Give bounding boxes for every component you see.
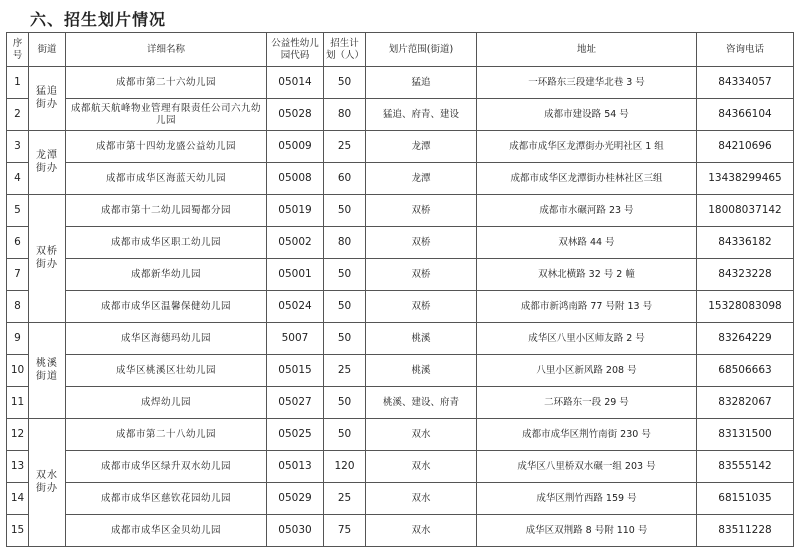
cell-plan: 25: [324, 131, 366, 163]
cell-seq: 10: [7, 355, 29, 387]
header-phone: 咨询电话: [697, 33, 794, 67]
cell-address: 成都市成华区龙潭街办光明社区 1 组: [477, 131, 697, 163]
cell-name: 成都新华幼儿园: [66, 259, 267, 291]
cell-range: 双水: [366, 515, 477, 547]
cell-range: 桃溪: [366, 323, 477, 355]
cell-code: 05014: [267, 67, 324, 99]
cell-plan: 50: [324, 323, 366, 355]
cell-phone: 13438299465: [697, 163, 794, 195]
cell-code: 05029: [267, 483, 324, 515]
cell-code: 05001: [267, 259, 324, 291]
cell-phone: 84334057: [697, 67, 794, 99]
cell-name: 成华区桃溪区壮幼儿园: [66, 355, 267, 387]
cell-plan: 60: [324, 163, 366, 195]
cell-seq: 5: [7, 195, 29, 227]
enrollment-table: [6, 32, 794, 547]
cell-seq: 14: [7, 483, 29, 515]
cell-code: 05028: [267, 99, 324, 131]
table-row: [7, 259, 794, 291]
cell-range: 桃溪: [366, 355, 477, 387]
cell-name: 成都市成华区温馨保健幼儿园: [66, 291, 267, 323]
cell-code: 05024: [267, 291, 324, 323]
cell-phone: 84366104: [697, 99, 794, 131]
cell-seq: 1: [7, 67, 29, 99]
header-name: 详细名称: [66, 33, 267, 67]
cell-phone: 15328083098: [697, 291, 794, 323]
cell-phone: 18008037142: [697, 195, 794, 227]
cell-code: 05030: [267, 515, 324, 547]
cell-name: 成都航天航峰物业管理有限责任公司六九幼儿园: [66, 99, 267, 131]
cell-phone: 84210696: [697, 131, 794, 163]
cell-phone: 83511228: [697, 515, 794, 547]
cell-range: 双水: [366, 419, 477, 451]
cell-name: 成都市第十二幼儿园蜀都分园: [66, 195, 267, 227]
cell-name: 成焊幼儿园: [66, 387, 267, 419]
table-row: [7, 131, 794, 163]
table-row: [7, 483, 794, 515]
cell-range: 双桥: [366, 195, 477, 227]
cell-seq: 9: [7, 323, 29, 355]
cell-address: 一环路东三段建华北巷 3 号: [477, 67, 697, 99]
cell-plan: 80: [324, 227, 366, 259]
cell-address: 成华区八里小区师友路 2 号: [477, 323, 697, 355]
cell-phone: 83264229: [697, 323, 794, 355]
cell-name: 成都市成华区绿升双水幼儿园: [66, 451, 267, 483]
cell-plan: 25: [324, 355, 366, 387]
table-header-row: [7, 33, 794, 67]
cell-range: 双水: [366, 451, 477, 483]
cell-range: 双桥: [366, 291, 477, 323]
table-row: [7, 355, 794, 387]
header-seq: 序号: [7, 33, 29, 67]
cell-code: 05019: [267, 195, 324, 227]
table-row: [7, 451, 794, 483]
cell-plan: 50: [324, 259, 366, 291]
cell-address: 双林北横路 32 号 2 幢: [477, 259, 697, 291]
cell-name: 成华区海德玛幼儿园: [66, 323, 267, 355]
cell-address: 八里小区新风路 208 号: [477, 355, 697, 387]
table-row: [7, 227, 794, 259]
cell-seq: 8: [7, 291, 29, 323]
cell-address: 成华区八里桥双水碾一组 203 号: [477, 451, 697, 483]
header-address: 地址: [477, 33, 697, 67]
cell-phone: 83282067: [697, 387, 794, 419]
cell-address: 成都市成华区龙潭街办桂林社区三组: [477, 163, 697, 195]
cell-code: 05015: [267, 355, 324, 387]
cell-address: 二环路东一段 29 号: [477, 387, 697, 419]
cell-phone: 68151035: [697, 483, 794, 515]
cell-phone: 83555142: [697, 451, 794, 483]
cell-plan: 25: [324, 483, 366, 515]
cell-code: 05027: [267, 387, 324, 419]
cell-range: 双桥: [366, 227, 477, 259]
cell-plan: 50: [324, 387, 366, 419]
cell-code: 05013: [267, 451, 324, 483]
cell-code: 05025: [267, 419, 324, 451]
cell-name: 成都市成华区职工幼儿园: [66, 227, 267, 259]
cell-address: 成华区双荆路 8 号附 110 号: [477, 515, 697, 547]
table-row: [7, 419, 794, 451]
cell-seq: 2: [7, 99, 29, 131]
cell-address: 成都市成华区荆竹南街 230 号: [477, 419, 697, 451]
cell-street-longtan: 龙潭街办: [29, 131, 66, 195]
cell-range: 双水: [366, 483, 477, 515]
table-row: [7, 67, 794, 99]
table-row: [7, 291, 794, 323]
cell-address: 成华区荆竹西路 159 号: [477, 483, 697, 515]
cell-seq: 11: [7, 387, 29, 419]
header-street: 街道: [29, 33, 66, 67]
cell-phone: 83131500: [697, 419, 794, 451]
cell-name: 成都市成华区金贝幼儿园: [66, 515, 267, 547]
cell-code: 05009: [267, 131, 324, 163]
cell-plan: 80: [324, 99, 366, 131]
cell-seq: 4: [7, 163, 29, 195]
cell-seq: 13: [7, 451, 29, 483]
cell-plan: 120: [324, 451, 366, 483]
cell-code: 05002: [267, 227, 324, 259]
cell-name: 成都市第二十六幼儿园: [66, 67, 267, 99]
cell-code: 5007: [267, 323, 324, 355]
cell-street-taoxi: 桃溪街道: [29, 323, 66, 419]
cell-name: 成都市成华区海蓝天幼儿园: [66, 163, 267, 195]
cell-address: 成都市建设路 54 号: [477, 99, 697, 131]
cell-seq: 15: [7, 515, 29, 547]
section-title: 六、招生划片情况: [30, 10, 167, 29]
cell-phone: 84336182: [697, 227, 794, 259]
cell-phone: 68506663: [697, 355, 794, 387]
cell-address: 成都市新鸿南路 77 号附 13 号: [477, 291, 697, 323]
cell-plan: 50: [324, 195, 366, 227]
cell-plan: 50: [324, 67, 366, 99]
cell-seq: 3: [7, 131, 29, 163]
header-code: 公益性幼儿园代码: [267, 33, 324, 67]
cell-phone: 84323228: [697, 259, 794, 291]
cell-seq: 6: [7, 227, 29, 259]
cell-range: 猛追: [366, 67, 477, 99]
table-row: [7, 163, 794, 195]
header-range: 划片范围(街道): [366, 33, 477, 67]
header-plan: 招生计划（人）: [324, 33, 366, 67]
cell-code: 05008: [267, 163, 324, 195]
cell-seq: 7: [7, 259, 29, 291]
table-row: [7, 515, 794, 547]
cell-range: 龙潭: [366, 163, 477, 195]
cell-range: 龙潭: [366, 131, 477, 163]
table-row: [7, 387, 794, 419]
cell-street-shuangshui: 双水街办: [29, 419, 66, 547]
cell-plan: 50: [324, 419, 366, 451]
cell-street-shuangqiao: 双桥街办: [29, 195, 66, 323]
table-row: [7, 323, 794, 355]
cell-plan: 50: [324, 291, 366, 323]
cell-address: 双林路 44 号: [477, 227, 697, 259]
cell-range: 猛追、府青、建设: [366, 99, 477, 131]
table-row: [7, 99, 794, 131]
cell-range: 桃溪、建设、府青: [366, 387, 477, 419]
cell-name: 成都市第十四幼龙盛公益幼儿园: [66, 131, 267, 163]
cell-address: 成都市水碾河路 23 号: [477, 195, 697, 227]
cell-name: 成都市第二十八幼儿园: [66, 419, 267, 451]
cell-name: 成都市成华区慈钦花园幼儿园: [66, 483, 267, 515]
table-row: [7, 195, 794, 227]
cell-seq: 12: [7, 419, 29, 451]
cell-plan: 75: [324, 515, 366, 547]
cell-street-mengzhui: 猛追街办: [29, 67, 66, 131]
cell-range: 双桥: [366, 259, 477, 291]
